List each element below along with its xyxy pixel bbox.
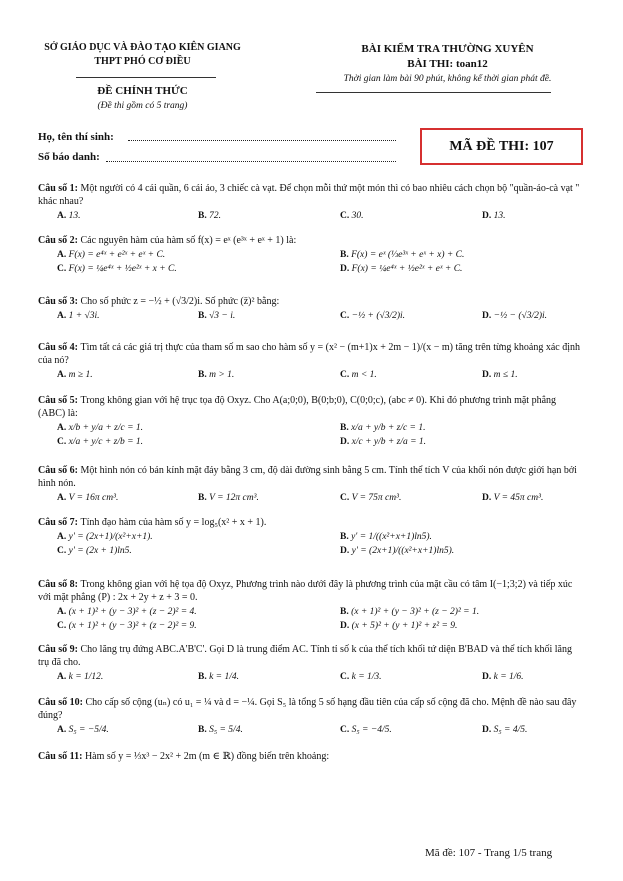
option-b[interactable]: B. F(x) = eˣ (⅓e³ˣ + eˣ + x) + C.: [340, 250, 465, 260]
exam-subject: BÀI THI: toan12: [407, 58, 488, 70]
exam-code-box: MÃ ĐỀ THI: 107: [420, 128, 583, 165]
option-c[interactable]: C. F(x) = ¼e⁴ˣ + ½e²ˣ + x + C.: [57, 264, 177, 274]
option-d[interactable]: D. x/c + y/b + z/a = 1.: [340, 437, 426, 447]
option-c[interactable]: C. (x + 1)² + (y − 3)² + (z − 2)² = 9.: [57, 621, 197, 631]
option-a[interactable]: A. S₅ = −5/4.: [57, 725, 109, 735]
time-note: Thời gian làm bài 90 phút, không kể thời gian phát đề.: [343, 74, 552, 84]
question-label: Câu số 10:: [38, 697, 86, 708]
candidate-id-label: Số báo danh:: [38, 151, 100, 163]
question-label: Câu số 2:: [38, 235, 81, 246]
official-label: ĐỀ CHÍNH THỨC: [97, 85, 188, 97]
option-c[interactable]: C. m < 1.: [340, 370, 377, 380]
option-a[interactable]: A. y' = (2x+1)/(x²+x+1).: [57, 532, 153, 542]
question-text: Tính đạo hàm của hàm số y = log₅(x² + x + 1).: [80, 517, 267, 528]
option-b[interactable]: B. S₅ = 5/4.: [198, 725, 243, 735]
question-label: Câu số 8:: [38, 579, 81, 590]
option-d[interactable]: D. V = 45π cm³.: [482, 493, 544, 503]
question-text: Một hình nón có bán kính mặt đáy bằng 3 cm, độ dài đường sinh bằng 5 cm. Tính thể tích V của khối nón được giới hạn bởi hình nón.: [38, 465, 577, 489]
question-label: Câu số 6:: [38, 465, 81, 476]
question-5: [38, 394, 583, 420]
option-d[interactable]: D. m ≤ 1.: [482, 370, 518, 380]
question-6: [38, 464, 583, 490]
option-b[interactable]: B. x/a + y/b + z/c = 1.: [340, 423, 426, 433]
question-text: Trong không gian với hệ trục tọa độ Oxyz. Cho A(a;0;0), B(0;b;0), C(0;0;c), (abc ≠ 0). Khi đó phương trình mặt phẳng (ABC) là:: [38, 395, 557, 419]
option-a[interactable]: A. k = 1/12.: [57, 672, 104, 682]
option-a[interactable]: A. 1 + √3i.: [57, 311, 100, 321]
question-label: Câu số 11:: [38, 751, 85, 762]
option-a[interactable]: A. V = 16π cm³.: [57, 493, 119, 503]
option-b[interactable]: B. 72.: [198, 211, 221, 221]
option-a[interactable]: A. m ≥ 1.: [57, 370, 93, 380]
option-d[interactable]: D. (x + 5)² + (y + 1)² + z² = 9.: [340, 621, 458, 631]
option-a[interactable]: A. 13.: [57, 211, 81, 221]
question-text: Trong không gian với hệ tọa độ Oxyz, Phương trình nào dưới đây là phương trình của mặt cầu có tâm I(−1;3;2) và tiếp xúc với mặt phẳng (P) : 2x + 2y + z + 3 = 0.: [38, 579, 573, 603]
question-text: Cho lăng trụ đứng ABC.A'B'C'. Gọi D là trung điểm AC. Tính tỉ số k của thể tích khối tứ diện B'BAD và thể tích khối lăng trụ đã cho.: [38, 644, 572, 668]
question-2: [38, 234, 583, 247]
option-c[interactable]: C. x/a + y/c + z/b = 1.: [57, 437, 143, 447]
option-c[interactable]: C. −½ + (√3/2)i.: [340, 311, 406, 321]
question-text: Cho số phức z = −½ + (√3/2)i. Số phức (z̄)² bằng:: [80, 296, 280, 307]
option-d[interactable]: D. S₅ = 4/5.: [482, 725, 528, 735]
school-name: THPT PHÓ CƠ ĐIỀU: [94, 56, 191, 67]
candidate-id-line[interactable]: [106, 161, 396, 162]
question-label: Câu số 4:: [38, 342, 81, 353]
option-a[interactable]: A. (x + 1)² + (y − 3)² + (z − 2)² = 4.: [57, 607, 197, 617]
question-text: Các nguyên hàm của hàm số f(x) = eˣ (e³ˣ + eˣ + 1) là:: [80, 235, 297, 246]
question-label: Câu số 9:: [38, 644, 81, 655]
option-c[interactable]: C. 30.: [340, 211, 364, 221]
question-8: [38, 578, 583, 604]
option-d[interactable]: D. −½ − (√3/2)i.: [482, 311, 548, 321]
question-text: Cho cấp số cộng (uₙ) có u₁ = ¼ và d = −¼. Gọi S₅ là tổng 5 số hạng đầu tiên của cấp số cộng đã cho. Mệnh đề nào sau đây đúng?: [38, 697, 577, 721]
option-d[interactable]: D. F(x) = ¼e⁴ˣ + ½e²ˣ + eˣ + C.: [340, 264, 463, 274]
option-a[interactable]: A. F(x) = e⁴ˣ + e²ˣ + eˣ + C.: [57, 250, 166, 260]
option-c[interactable]: C. y' = (2x + 1)ln5.: [57, 546, 132, 556]
option-d[interactable]: D. 13.: [482, 211, 506, 221]
option-b[interactable]: B. k = 1/4.: [198, 672, 239, 682]
option-c[interactable]: C. S₅ = −4/5.: [340, 725, 392, 735]
option-b[interactable]: B. m > 1.: [198, 370, 235, 380]
option-b[interactable]: B. (x + 1)² + (y − 3)² + (z − 2)² = 1.: [340, 607, 480, 617]
question-7: [38, 516, 583, 529]
option-d[interactable]: D. k = 1/6.: [482, 672, 524, 682]
exam-title: BÀI KIỂM TRA THƯỜNG XUYÊN: [361, 43, 534, 55]
option-d[interactable]: D. y' = (2x+1)/((x²+x+1)ln5).: [340, 546, 455, 556]
pages-note: (Đề thi gồm có 5 trang): [97, 101, 188, 111]
candidate-name-label: Họ, tên thí sinh:: [38, 131, 114, 143]
question-11: [38, 750, 583, 763]
option-b[interactable]: B. V = 12π cm³.: [198, 493, 259, 503]
header-rule-left: [76, 77, 216, 78]
question-1: [38, 182, 583, 208]
page-footer: Mã đề: 107 - Trang 1/5 trang: [425, 847, 553, 859]
question-label: Câu số 5:: [38, 395, 81, 406]
question-10: [38, 696, 583, 722]
header-rule-right: [316, 92, 551, 93]
option-b[interactable]: B. √3 − i.: [198, 311, 236, 321]
question-label: Câu số 7:: [38, 517, 81, 528]
question-text: Tìm tất cả các giá trị thực của tham số m sao cho hàm số y = (x² − (m+1)x + 2m − 1)/(x − m) tăng trên từng khoảng xác định của nó?: [38, 342, 581, 366]
question-9: [38, 643, 583, 669]
candidate-name-line[interactable]: [128, 140, 396, 141]
question-label: Câu số 1:: [38, 183, 81, 194]
option-c[interactable]: C. k = 1/3.: [340, 672, 382, 682]
question-4: [38, 341, 583, 367]
question-text: Hàm số y = ⅓x³ − 2x² + 2m (m ∈ ℝ) đồng biến trên khoảng:: [84, 751, 330, 762]
option-a[interactable]: A. x/b + y/a + z/c = 1.: [57, 423, 143, 433]
question-text: Một người có 4 cái quần, 6 cái áo, 3 chiếc cà vạt. Để chọn mỗi thứ một món thì có bao nhiêu cách chọn bộ "quần-áo-cà vạt " khác nhau?: [38, 183, 580, 207]
option-c[interactable]: C. V = 75π cm³.: [340, 493, 402, 503]
option-b[interactable]: B. y' = 1/((x²+x+1)ln5).: [340, 532, 432, 542]
department-name: SỞ GIÁO DỤC VÀ ĐÀO TẠO KIÊN GIANG: [44, 42, 241, 53]
question-label: Câu số 3:: [38, 296, 81, 307]
question-3: [38, 295, 583, 308]
